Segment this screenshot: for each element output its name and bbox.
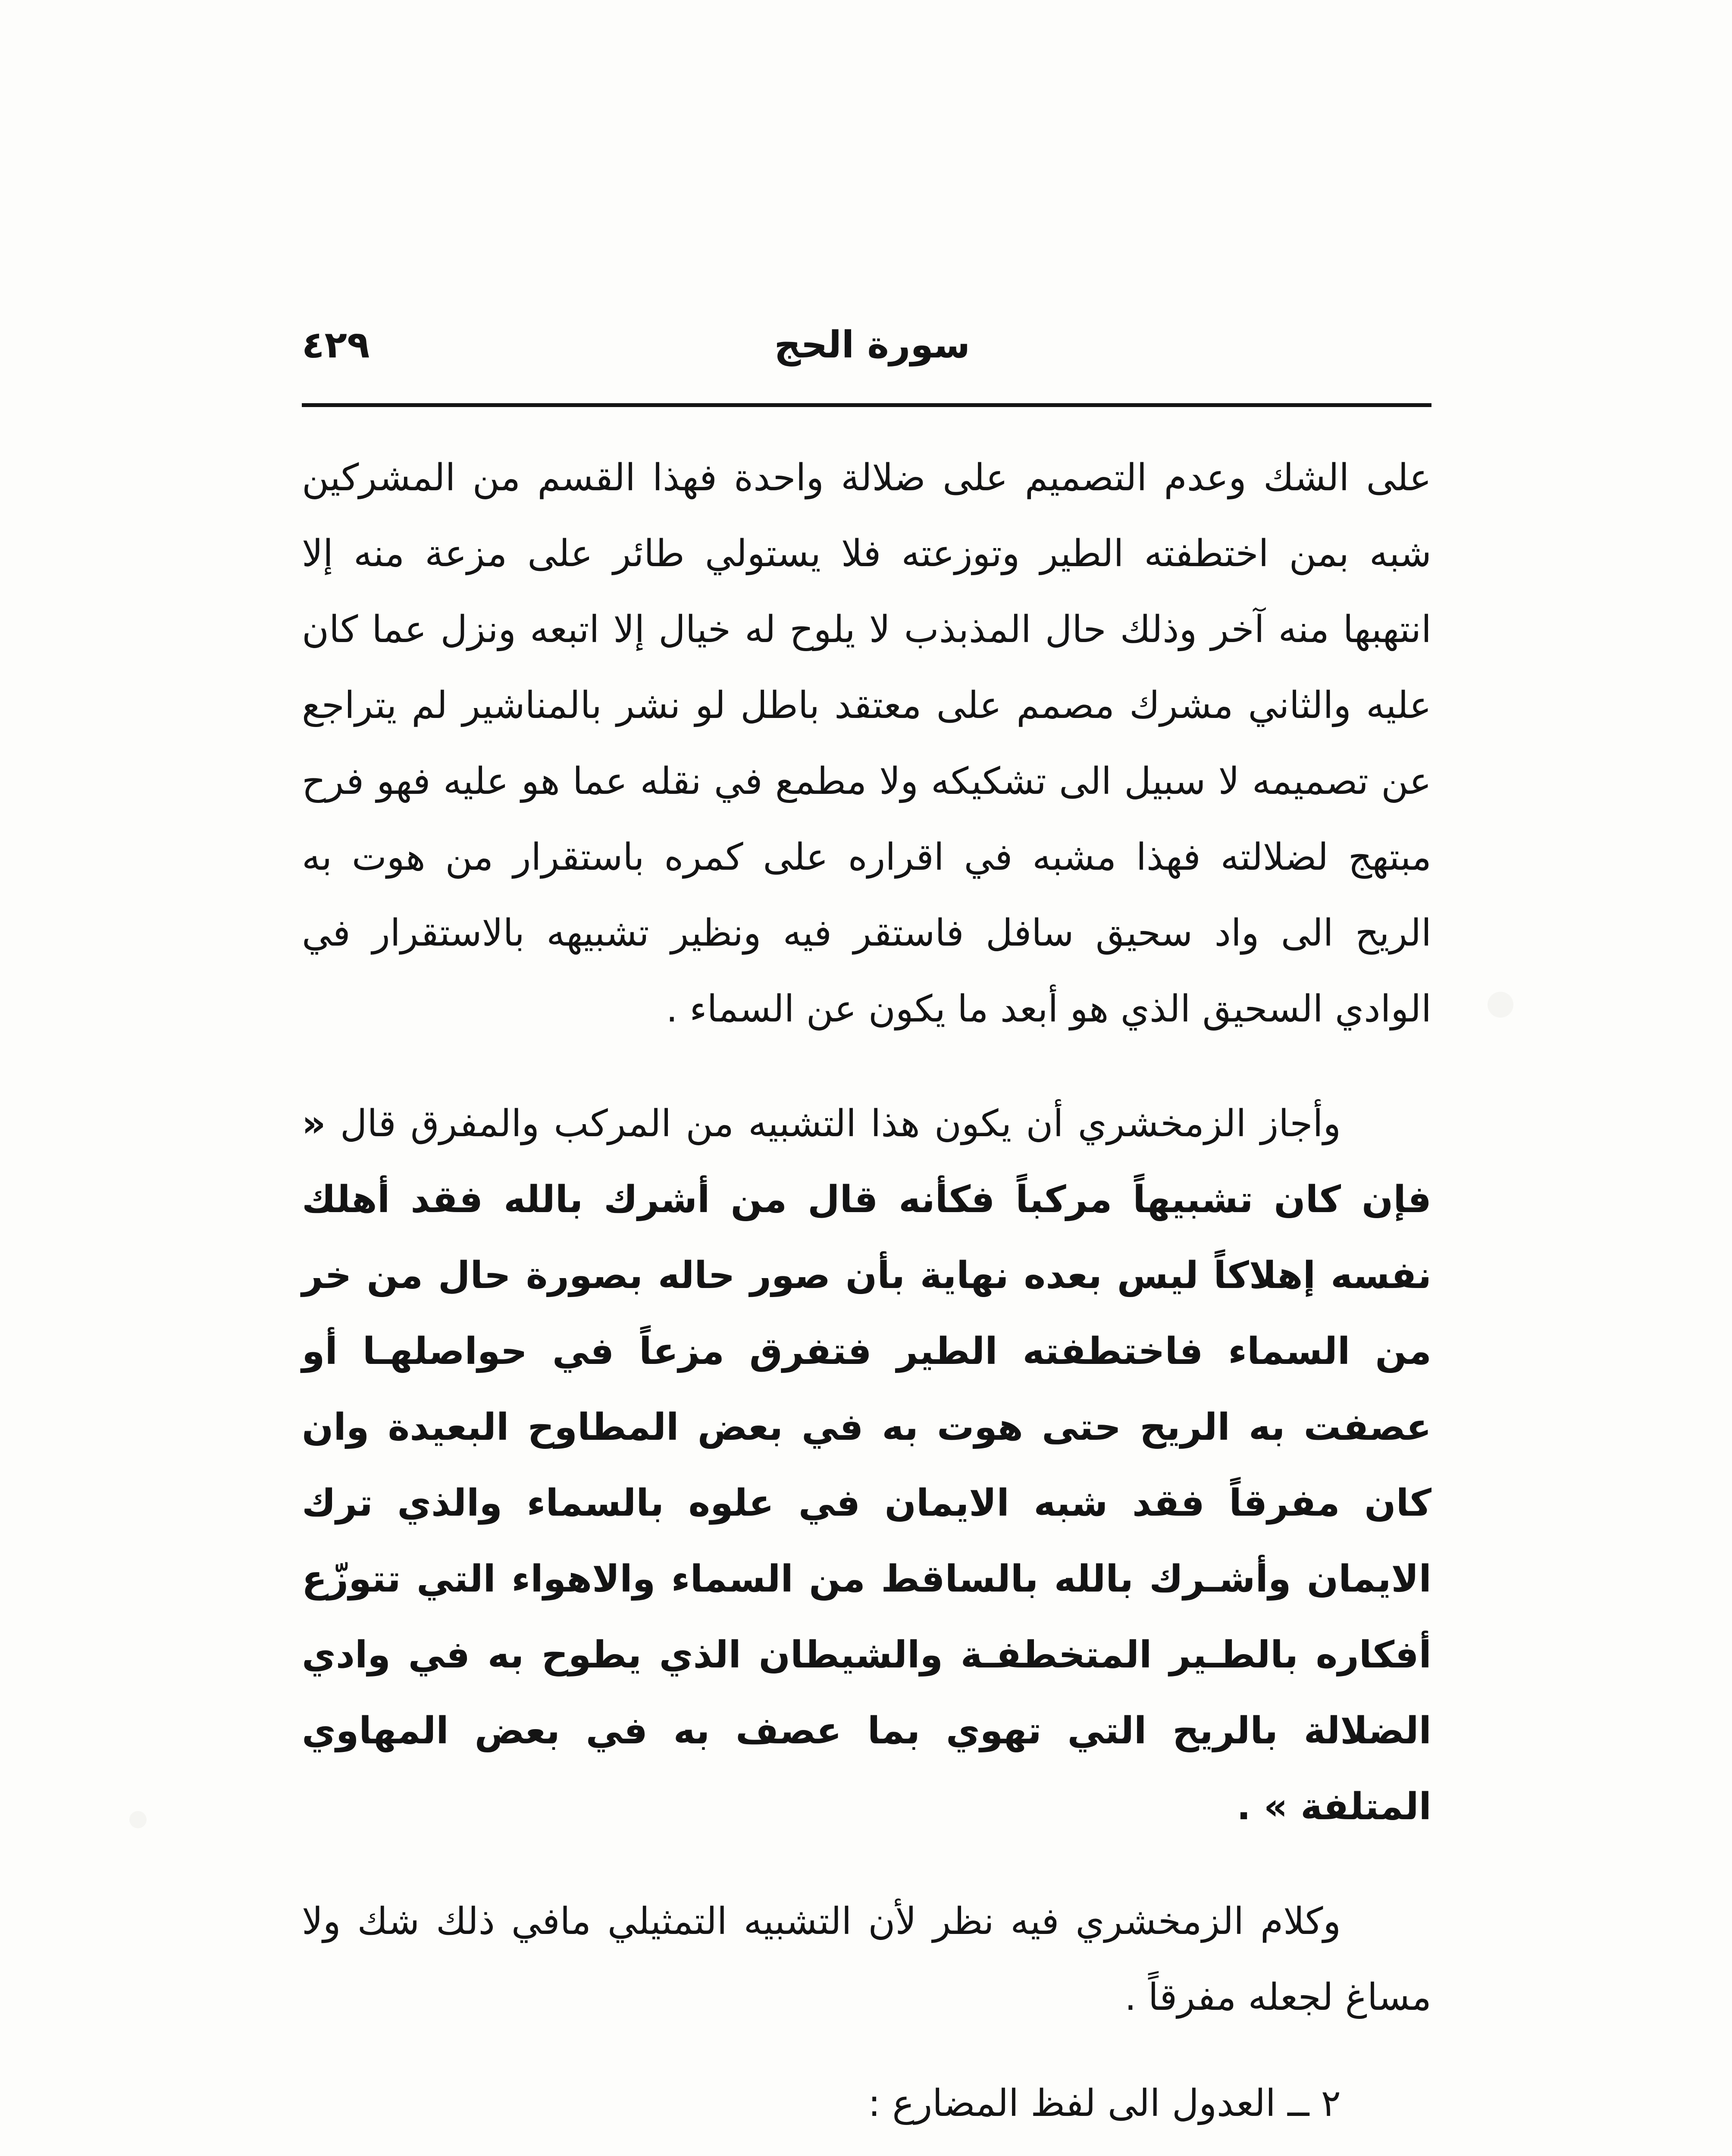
surah-title: سورة الحج xyxy=(774,323,970,367)
paragraph-2-intro: وأجاز الزمخشري أن يكون هذا التشبيه من المركب والمفرق قال xyxy=(340,1102,1341,1145)
paragraph-1: على الشك وعدم التصميم على ضلالة واحدة فهذا القسم من المشركين شبه بمن اختطفته الطير وتوزعته فلا يستولي طائر على مزعة منه إلا انتهبها منه آخر وذلك حال المذبذب لا يلوح له خيال إلا اتبعه ونزل عما كان عليه والثاني مشرك مصمم على معتقد باطل لو نشر بالمناشير لم يتراجع عن تصميمه لا سبيل الى تشكيكه ولا مطمع في نقله عما هو عليه فهو فرح مبتهج لضلالته فهذا مشبه في اقراره على كمره باستقرار من هوت به الريح الى واد سحيق سافل فاستقر فيه ونظير تشبيهه بالاستقرار في الوادي السحيق الذي هو أبعد ما يكون عن السماء . xyxy=(302,456,1431,1031)
zamakhshari-quote: « فإن كان تشبيهاً مركباً فكأنه قال من أشرك بالله فقد أهلك نفسه إهلاكاً ليس بعده نهاية بأن صور حاله بصورة حال من خر من السماء فاختطفته الطير فتفرق مزعاً في حواصلهـا أو عصفت به الريح حتى هوت به في بعض المطاوح البعيدة وان كان مفرقاً فقد شبه الايمان في علوه بالسماء والذي ترك الايمان وأشـرك بالله بالساقط من السماء والاهواء التي تتوزّع أفكاره بالطـير المتخطفـة والشيطان الذي يطوح به في وادي الضلالة بالريح التي تهوي بما عصف به في بعض المهاوي المتلفة » . xyxy=(302,1102,1431,1828)
paper-stain xyxy=(1488,992,1513,1018)
header-rule xyxy=(302,403,1431,407)
page-body xyxy=(302,440,1431,2156)
page-header xyxy=(302,310,1431,401)
paragraph-2 xyxy=(302,1086,1431,1845)
paragraph-3: وكلام الزمخشري فيه نظر لأن التشبيه التمثيلي مافي ذلك شك ولا مساغ لجعله مفرقاً . xyxy=(302,1900,1431,2019)
section-heading: ٢ ــ العدول الى لفظ المضارع : xyxy=(868,2082,1341,2125)
paper-stain xyxy=(129,1811,147,1828)
page-number: ٤٢٩ xyxy=(302,323,370,367)
